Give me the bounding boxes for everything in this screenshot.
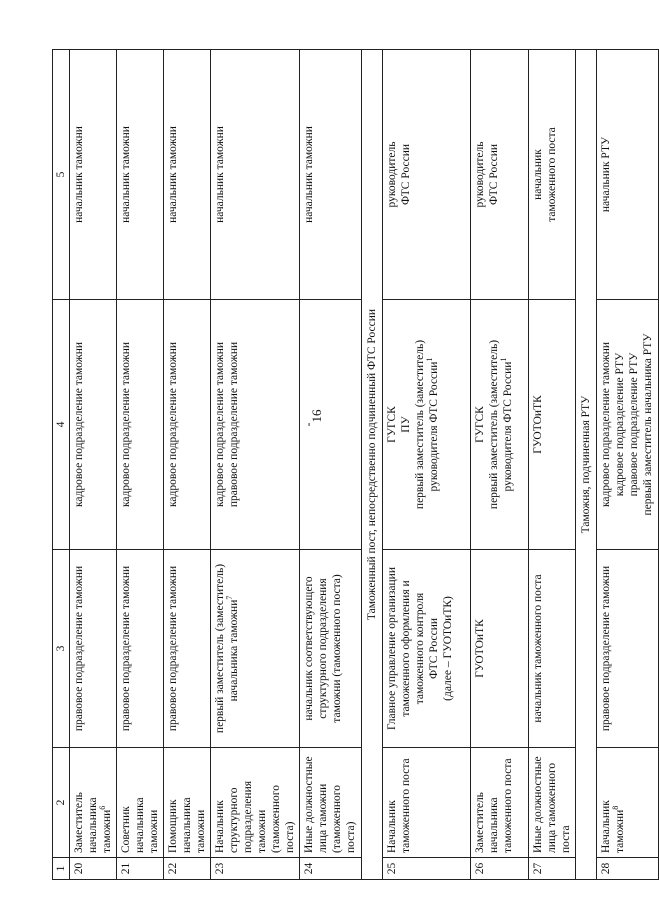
footnote-mark: 7 xyxy=(225,595,235,600)
approver-cell xyxy=(383,550,471,748)
position-cell xyxy=(300,748,362,858)
row-number xyxy=(117,858,164,880)
header-row xyxy=(53,50,70,880)
coordinator-cell xyxy=(117,300,164,550)
signatory-cell-text: начальник РТУ xyxy=(600,136,612,213)
position-cell-text: Начальник структурного подразделения таможни (таможенного поста) xyxy=(214,780,296,853)
position-cell-text: Иные должностные лица таможенного поста xyxy=(532,756,572,853)
table-row xyxy=(300,50,362,880)
footnote-mark: 1 xyxy=(425,357,435,362)
approver-cell-text: начальник таможенного поста xyxy=(532,574,544,723)
signatory-cell xyxy=(529,50,576,300)
row-number-text: 22 xyxy=(167,862,179,875)
table-row xyxy=(383,50,471,880)
signatory-cell xyxy=(164,50,211,300)
table-row xyxy=(164,50,211,880)
row-number xyxy=(471,858,529,880)
coordinator-cell xyxy=(164,300,211,550)
signatory-cell-text: начальник таможни xyxy=(303,126,315,223)
coordinator-cell xyxy=(471,300,529,550)
row-number-text: 20 xyxy=(73,862,85,875)
position-cell-text: Начальник таможенного поста xyxy=(386,758,412,853)
signatory-cell-text: начальник таможенного поста xyxy=(532,127,558,222)
signatory-cell-text: начальник таможни xyxy=(214,126,226,223)
row-number xyxy=(383,858,471,880)
page-number: 16 xyxy=(309,409,324,423)
signatory-cell-text: руководитель ФТС России xyxy=(386,141,412,208)
approver-cell xyxy=(529,550,576,748)
row-number-text: 21 xyxy=(120,862,132,875)
header-col-1: 1 xyxy=(53,858,70,880)
section-row xyxy=(576,50,597,880)
position-cell-text: Заместитель начальника таможенного поста xyxy=(474,758,514,853)
table-row xyxy=(597,50,659,880)
approver-cell xyxy=(211,550,300,748)
section-title: Таможня, подчиненная РТУ xyxy=(576,50,597,880)
footnote-mark: 8 xyxy=(611,805,621,810)
row-number xyxy=(164,858,211,880)
row-number-text: 26 xyxy=(474,862,486,875)
signatory-cell xyxy=(117,50,164,300)
table-row xyxy=(211,50,300,880)
row-number-text: 24 xyxy=(303,862,315,875)
table-row xyxy=(70,50,117,880)
row-number xyxy=(300,858,362,880)
rotated-table-container xyxy=(52,50,654,880)
header-col-3: 3 xyxy=(53,550,70,748)
position-cell xyxy=(70,748,117,858)
signatory-cell xyxy=(300,50,362,300)
approver-cell xyxy=(70,550,117,748)
row-number xyxy=(70,858,117,880)
coordinator-cell-text: ГУОТОиТК xyxy=(532,395,544,454)
approver-cell-text: Главное управление организации таможенного оформления и таможенного контроля ФТС России (далее – ГУОТОиТК) xyxy=(386,567,454,730)
coordinator-cell xyxy=(70,300,117,550)
approver-cell-text: правовое подразделение таможни xyxy=(600,565,612,732)
row-number-text: 27 xyxy=(532,862,544,875)
approver-cell xyxy=(300,550,362,748)
approver-cell xyxy=(164,550,211,748)
signatory-cell xyxy=(597,50,659,300)
approver-cell xyxy=(471,550,529,748)
coordinator-cell xyxy=(211,300,300,550)
position-cell-text: Помощник начальника таможни xyxy=(167,797,207,853)
approver-cell xyxy=(117,550,164,748)
row-number xyxy=(529,858,576,880)
approver-cell-text: правовое подразделение таможни xyxy=(167,565,179,732)
footnote-mark: 6 xyxy=(98,805,108,810)
approver-cell xyxy=(597,550,659,748)
header-col-4: 4 xyxy=(53,300,70,550)
row-number-text: 28 xyxy=(600,862,612,875)
coordinator-cell xyxy=(300,300,362,550)
position-cell xyxy=(471,748,529,858)
row-number xyxy=(211,858,300,880)
table-row xyxy=(471,50,529,880)
row-number-text: 23 xyxy=(214,862,226,875)
row-number-text: 25 xyxy=(386,862,398,875)
approver-cell-text: первый заместитель (заместитель) начальника таможни xyxy=(214,563,240,734)
coordinator-cell-text: ГУГСК ПУ первый заместитель (заместитель) руководителя ФТС России xyxy=(386,339,440,510)
approver-cell-text: правовое подразделение таможни xyxy=(120,565,132,732)
signatory-cell xyxy=(383,50,471,300)
signatory-cell-text: руководитель ФТС России xyxy=(474,141,500,208)
table-row xyxy=(117,50,164,880)
coordinator-cell-text: кадровое подразделение таможни кадровое подразделение РТУ правовое подразделение РТУ первый заместитель начальника РТУ xyxy=(600,333,654,516)
approver-cell-text: начальник соответствующего структурного подразделения таможни (таможенного поста) xyxy=(303,574,343,723)
coordinator-cell xyxy=(597,300,659,550)
coordinator-cell-text: кадровое подразделение таможни xyxy=(73,341,85,508)
signatory-cell-text: начальник таможни xyxy=(120,126,132,223)
officials-table xyxy=(52,49,659,880)
signatory-cell-text: начальник таможни xyxy=(73,126,85,223)
position-cell xyxy=(597,748,659,858)
signatory-cell-text: начальник таможни xyxy=(167,126,179,223)
position-cell xyxy=(211,748,300,858)
signatory-cell xyxy=(70,50,117,300)
approver-cell-text: правовое подразделение таможни xyxy=(73,565,85,732)
position-cell xyxy=(117,748,164,858)
section-title: Таможенный пост, непосредственно подчиненный ФТС России xyxy=(362,50,383,880)
table-body xyxy=(70,50,659,880)
header-col-2: 2 xyxy=(53,748,70,858)
coordinator-cell-text: кадровое подразделение таможни xyxy=(167,341,179,508)
position-cell xyxy=(164,748,211,858)
coordinator-cell-text: ГУГСК первый заместитель (заместитель) руководителя ФТС России xyxy=(474,339,514,510)
position-cell-text: Начальник таможни xyxy=(600,800,626,853)
position-cell-text: Советник начальника таможни xyxy=(120,797,160,853)
signatory-cell xyxy=(471,50,529,300)
section-row xyxy=(362,50,383,880)
header-col-5: 5 xyxy=(53,50,70,300)
coordinator-cell xyxy=(383,300,471,550)
position-cell-text: Иные должностные лица таможни (таможенного поста) xyxy=(303,756,357,853)
row-number xyxy=(597,858,659,880)
coordinator-cell-text: кадровое подразделение таможни правовое подразделение таможни xyxy=(214,341,240,508)
approver-cell-text: ГУОТОиТК xyxy=(474,619,486,678)
position-cell xyxy=(383,748,471,858)
coordinator-cell xyxy=(529,300,576,550)
coordinator-cell-text: кадровое подразделение таможни xyxy=(120,341,132,508)
footnote-mark: 1 xyxy=(499,357,509,362)
table-row xyxy=(529,50,576,880)
position-cell xyxy=(529,748,576,858)
signatory-cell xyxy=(211,50,300,300)
position-cell-text: Заместитель начальника таможни xyxy=(73,792,113,853)
coordinator-cell-text: - xyxy=(303,422,315,427)
